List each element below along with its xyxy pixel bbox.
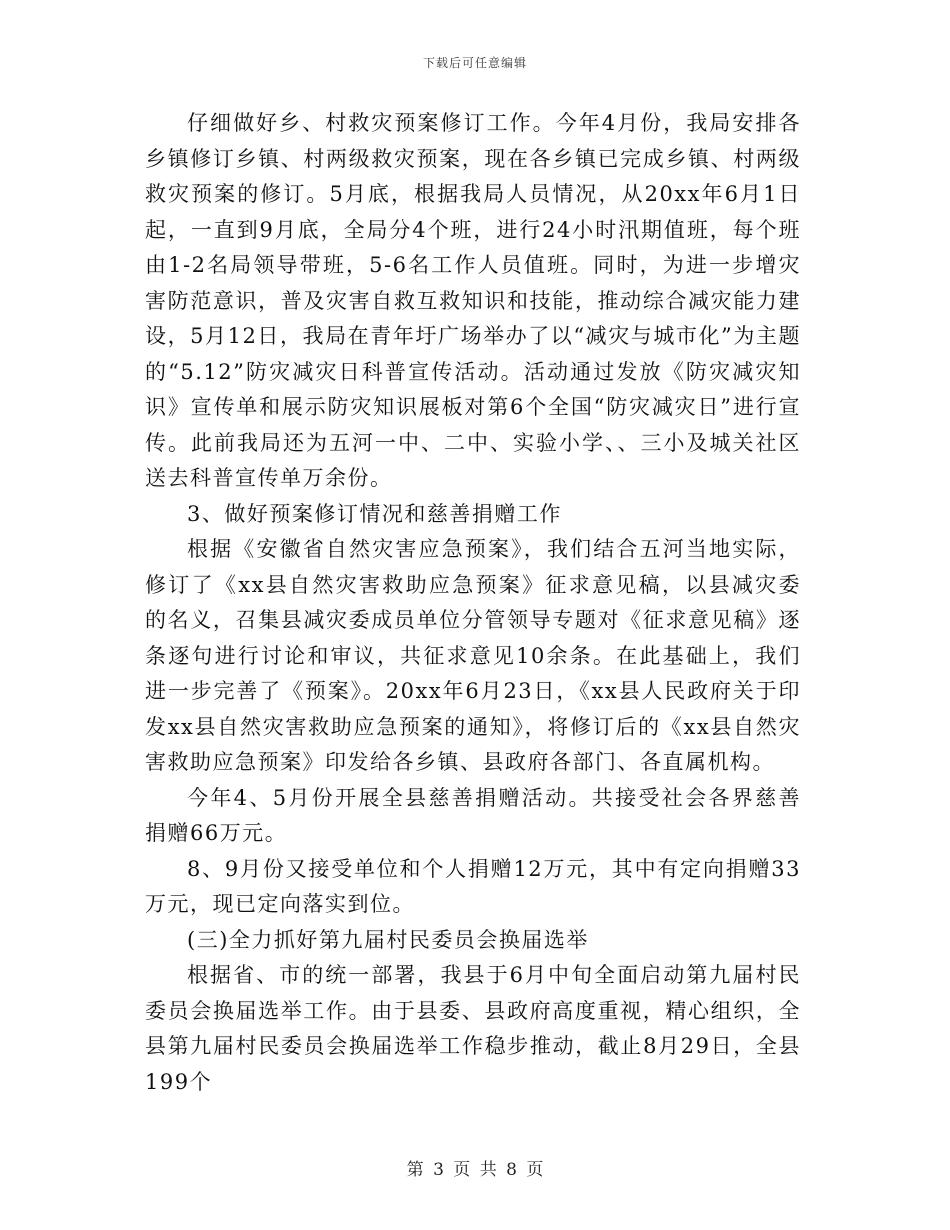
paragraph-emergency-plan: 根据《安徽省自然灾害应急预案》，我们结合五河当地实际，修订了《xx县自然灾害救助应急预案》征求意见稿，以县减灾委的名义，召集县减灾委成员单位分管领导专题对《征求意见稿》逐条逐句进行讨论和审议，共征求意见10余条。在此基础上，我们进一步完善了《预案》。20xx年6月23日，《xx县人民政府关于印发xx县自然灾害救助应急预案的通知》，将修订后的《xx县自然灾害救助应急预案》印发给各乡镇、县政府各部门、各直属机构。	[145, 537, 801, 774]
section-heading-village-election: (三)全力抓好第九届村民委员会换届选举	[187, 927, 589, 952]
paragraph-donation-april-may: 今年4、5月份开展全县慈善捐赠活动。共接受社会各界慈善捐赠66万元。	[145, 785, 801, 845]
document-body	[145, 106, 801, 1100]
page-number-footer: 第 3 页 共 8 页	[406, 1160, 544, 1180]
page-header: 下载后可任意编辑	[422, 56, 527, 70]
paragraph-village-election: 根据省、市的统一部署，我县于6月中旬全面启动第九届村民委员会换届选举工作。由于县委、县政府高度重视，精心组织，全县第九届村民委员会换届选举工作稳步推动，截止8月29日，全县199个	[145, 963, 801, 1094]
section-heading-plan-and-donation: 3、做好预案修订情况和慈善捐赠工作	[187, 501, 562, 526]
paragraph-donation-aug-sep: 8、9月份又接受单位和个人捐赠12万元，其中有定向捐赠33万元，现已定向落实到位。	[145, 856, 801, 916]
paragraph-disaster-plan-revision: 仔细做好乡、村救灾预案修订工作。今年4月份，我局安排各乡镇修订乡镇、村两级救灾预案，现在各乡镇已完成乡镇、村两级救灾预案的修订。5月底，根据我局人员情况，从20xx年6月1日起，一直到9月底，全局分4个班，进行24小时汛期值班，每个班由1-2名局领导带班，5-6名工作人员值班。同时，为进一步增灾害防范意识，普及灾害自救互救知识和技能，推动综合减灾能力建设，5月12日，我局在青年圩广场举办了以“减灾与城市化”为主题的“5.12”防灾减灾日科普宣传活动。活动通过发放《防灾减灾知识》宣传单和展示防灾知识展板对第6个全国“防灾减灾日”进行宣传。此前我局还为五河一中、二中、实验小学、、三小及城关社区送去科普宣传单万余份。	[145, 111, 801, 490]
